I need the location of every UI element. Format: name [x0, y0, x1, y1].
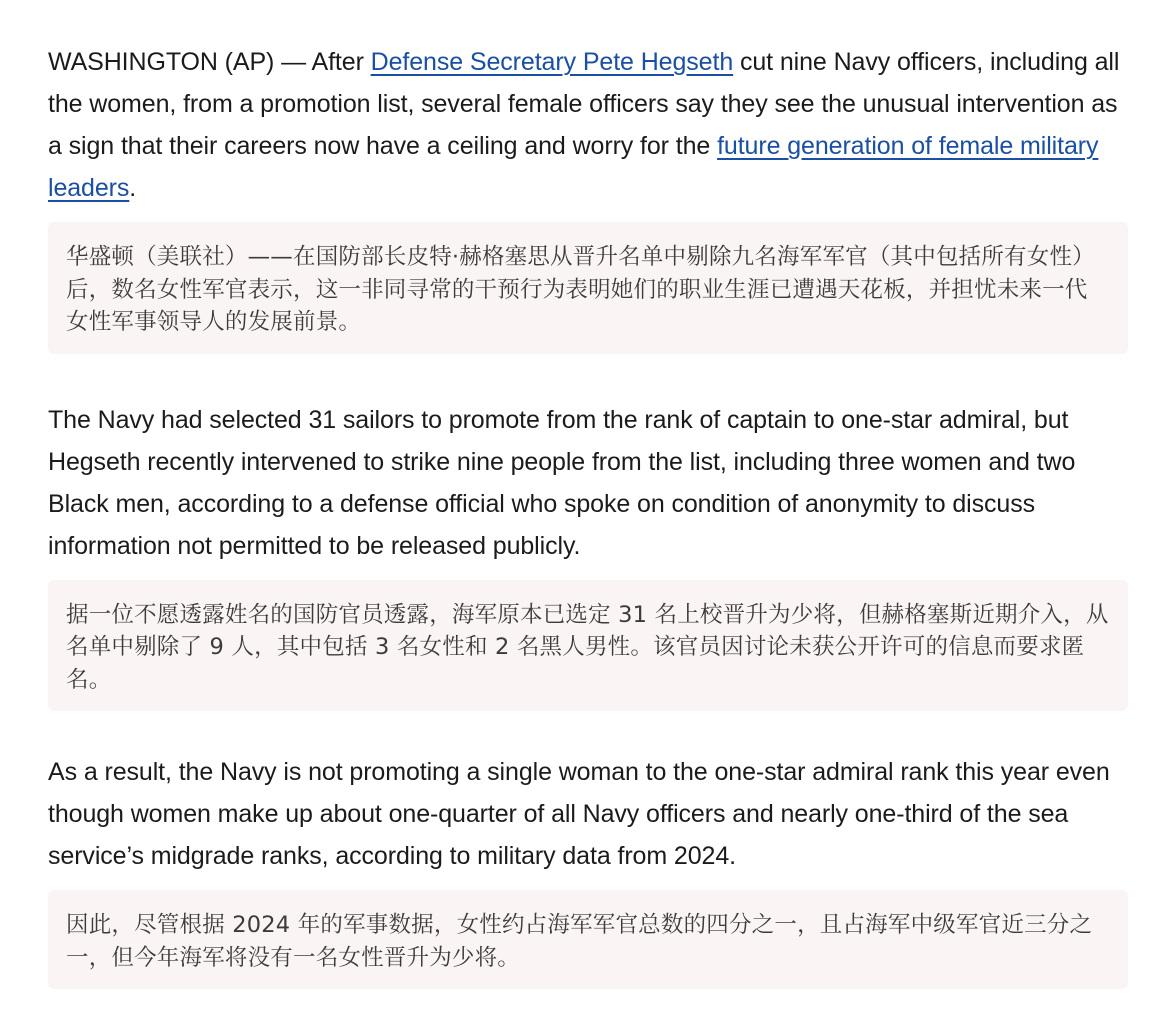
- chinese-translation: 华盛顿（美联社）——在国防部长皮特·赫格塞思从晋升名单中剔除九名海军军官（其中包括所有女性）后，数名女性军官表示，这一非同寻常的干预行为表明她们的职业生涯已遭遇天花板，并担忧未来一代女性军事领导人的发展前景。: [48, 222, 1128, 354]
- paragraph-block-3: [48, 751, 1128, 989]
- english-paragraph: The Navy had selected 31 sailors to promote from the rank of captain to one-star admiral, but Hegseth recently intervened to strike nine people from the list, including three women and two Black men, according to a defense official who spoke on condition of anonymity to discuss information not permitted to be released publicly.: [48, 405, 1076, 560]
- english-paragraph: [48, 41, 1128, 209]
- paragraph-text: .: [129, 174, 137, 202]
- article-body: [48, 41, 1128, 989]
- link-defense-secretary[interactable]: Defense Secretary Pete Hegseth: [370, 48, 734, 76]
- paragraph-block-2: [48, 399, 1128, 712]
- chinese-translation: 据一位不愿透露姓名的国防官员透露，海军原本已选定 31 名上校晋升为少将，但赫格塞斯近期介入，从名单中剔除了 9 人，其中包括 3 名女性和 2 名黑人男性。该官员因讨论未获公开许可的信息而要求匿名。: [48, 580, 1128, 712]
- link-future-generation[interactable]: future generation of female military leaders: [48, 132, 1099, 202]
- paragraph-text: WASHINGTON (AP) — After: [48, 48, 371, 76]
- chinese-translation: 因此，尽管根据 2024 年的军事数据，女性约占海军军官总数的四分之一，且占海军中级军官近三分之一，但今年海军将没有一名女性晋升为少将。: [48, 890, 1128, 989]
- paragraph-block-1: [48, 41, 1128, 354]
- paragraph-text: cut nine Navy officers, including all the women, from a promotion list, several female officers say they see the unusual intervention as a sign that their careers now have a ceiling and worry for the: [48, 48, 1120, 160]
- english-paragraph: As a result, the Navy is not promoting a single woman to the one-star admiral rank this year even though women make up about one-quarter of all Navy officers and nearly one-third of the sea service’s midgrade ranks, according to military data from 2024.: [48, 758, 1110, 870]
